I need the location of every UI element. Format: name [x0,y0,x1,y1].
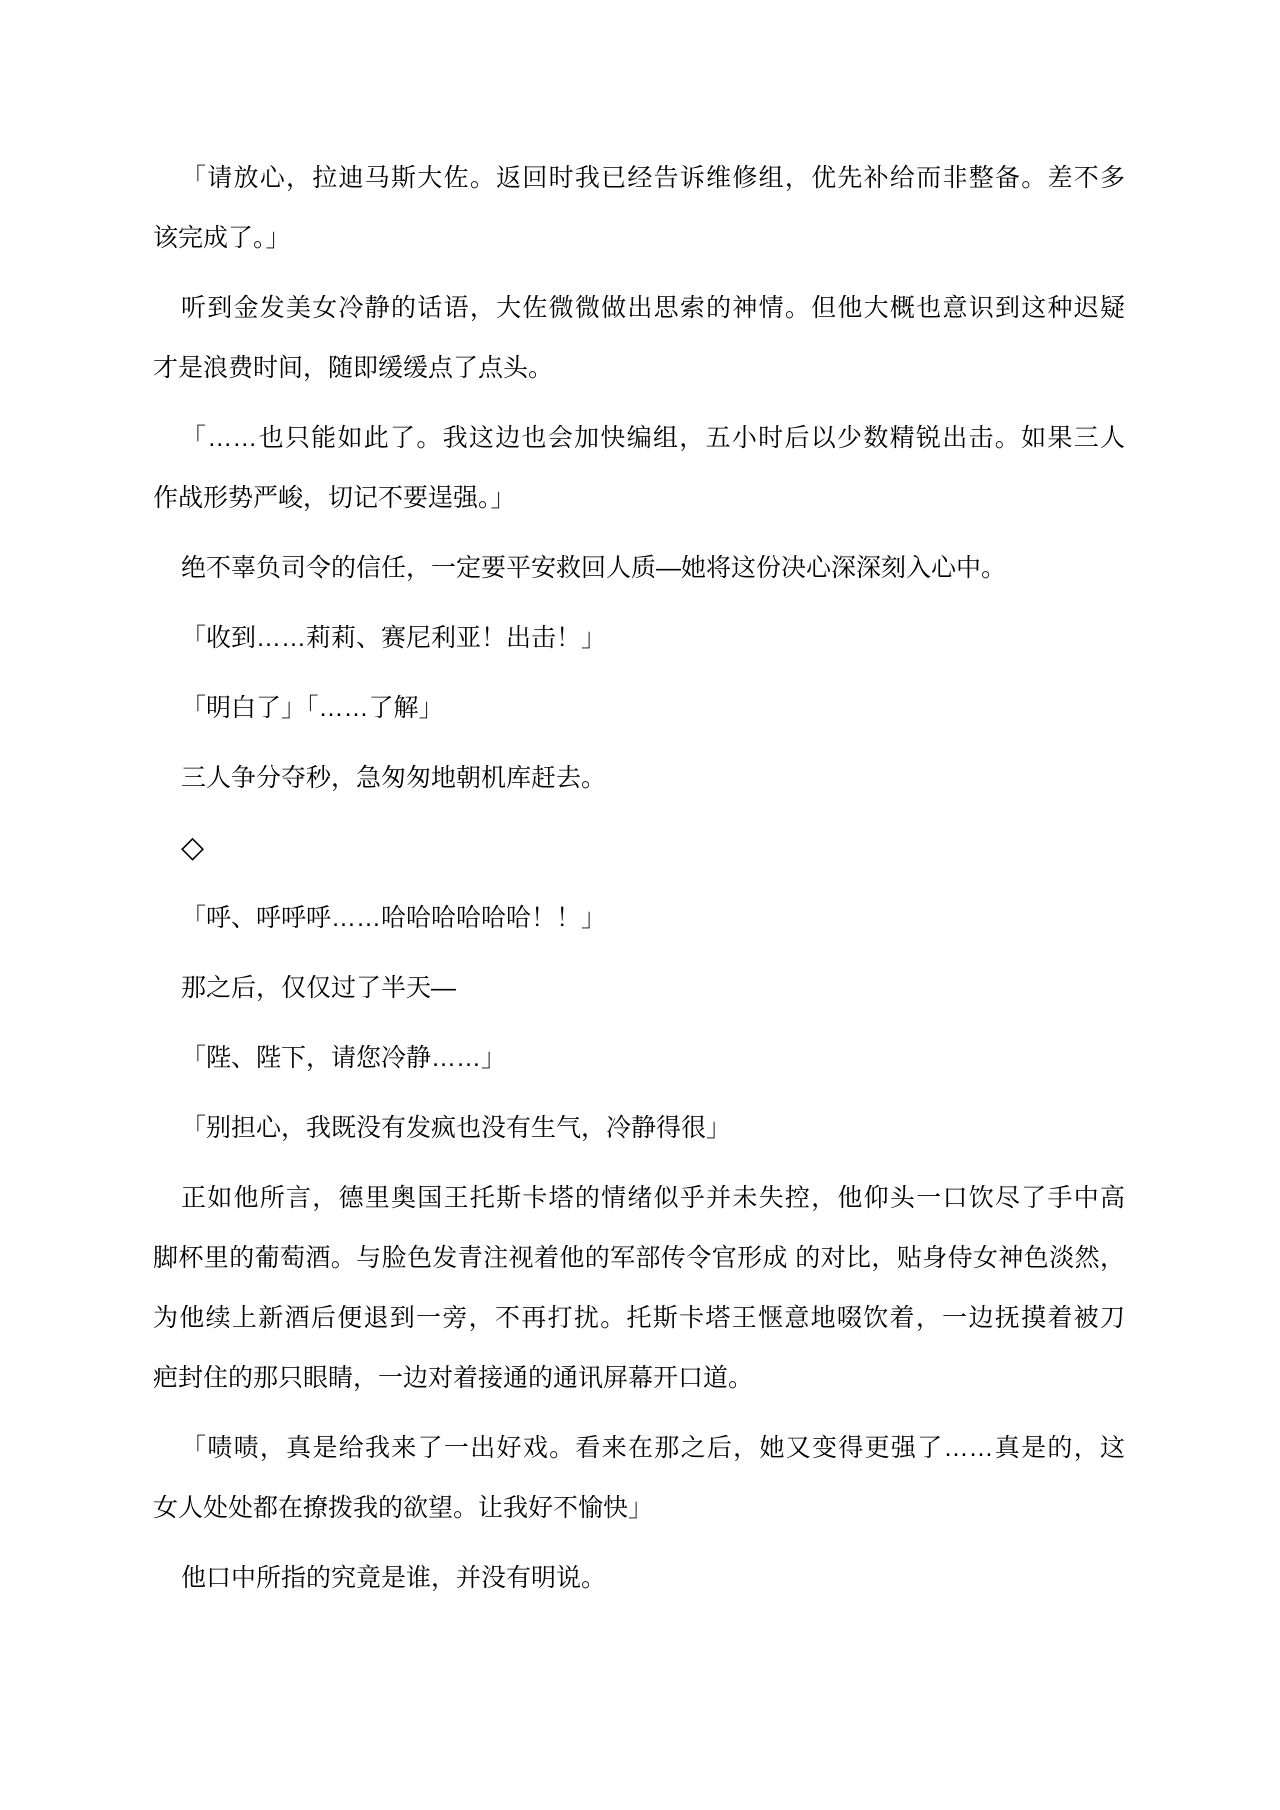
page-content [153,148,1125,1618]
text-line: 才是浪费时间，随即缓缓点了点头。 [153,354,554,382]
text-line: 作战形势严峻，切记不要逞强。」 [153,484,516,512]
paragraph [153,678,1125,738]
text-line: 为他续上新酒后便退到一旁，不再打扰。托斯卡塔王惬意地啜饮着，一边抚摸着被刀 [153,1304,1125,1332]
section-divider [153,818,1125,878]
paragraph [153,958,1125,1018]
text-line: 他口中所指的究竟是谁，并没有明说。 [181,1564,607,1592]
paragraph [153,1548,1125,1608]
text-line: 脚杯里的葡萄酒。与脸色发青注视着他的军部传令官形成 的对比，贴身侍女神色淡然， [153,1244,1125,1272]
paragraph [153,888,1125,948]
text-line: 「收到……莉莉、赛尼利亚！出击！」 [181,624,607,652]
paragraph [153,278,1125,398]
paragraph [153,1098,1125,1158]
paragraph [153,1418,1125,1538]
text-line: 该完成了。」 [153,224,291,252]
text-line: 正如他所言，德里奥国王托斯卡塔的情绪似乎并未失控，他仰头一口饮尽了手中高 [181,1184,1125,1212]
paragraph [153,538,1125,598]
text-line: 听到金发美女冷静的话语，大佐微微做出思索的神情。但他大概也意识到这种迟疑 [181,294,1125,322]
paragraph [153,408,1125,528]
text-line: 「陛、陛下，请您冷静……」 [181,1044,507,1072]
text-line: 女人处处都在撩拨我的欲望。让我好不愉快」 [153,1494,654,1522]
paragraph [153,1168,1125,1408]
paragraph [153,608,1125,668]
diamond-symbol: ◇ [181,831,205,864]
text-line: 绝不辜负司令的信任，一定要平安救回人质—她将这份决心深深刻入心中。 [181,554,1007,582]
paragraph [153,148,1125,268]
text-line: 「啧啧，真是给我来了一出好戏。看来在那之后，她又变得更强了……真是的，这 [181,1434,1125,1462]
text-line: 三人争分夺秒，急匆匆地朝机库赶去。 [181,764,607,792]
text-line: 「明白了」「……了解」 [181,694,444,722]
text-line: 疤封住的那只眼睛，一边对着接通的通讯屏幕开口道。 [153,1364,754,1392]
text-line: 「请放心，拉迪马斯大佐。返回时我已经告诉维修组，优先补给而非整备。差不多 [181,164,1125,192]
paragraph [153,1028,1125,1088]
text-line: 「……也只能如此了。我这边也会加快编组，五小时后以少数精锐出击。如果三人 [181,424,1125,452]
text-line: 「别担心，我既没有发疯也没有生气，冷静得很」 [181,1114,732,1142]
text-line: 「呼、呼呼呼……哈哈哈哈哈哈！！」 [181,904,607,932]
paragraph [153,748,1125,808]
text-line: 那之后，仅仅过了半天— [181,974,457,1002]
